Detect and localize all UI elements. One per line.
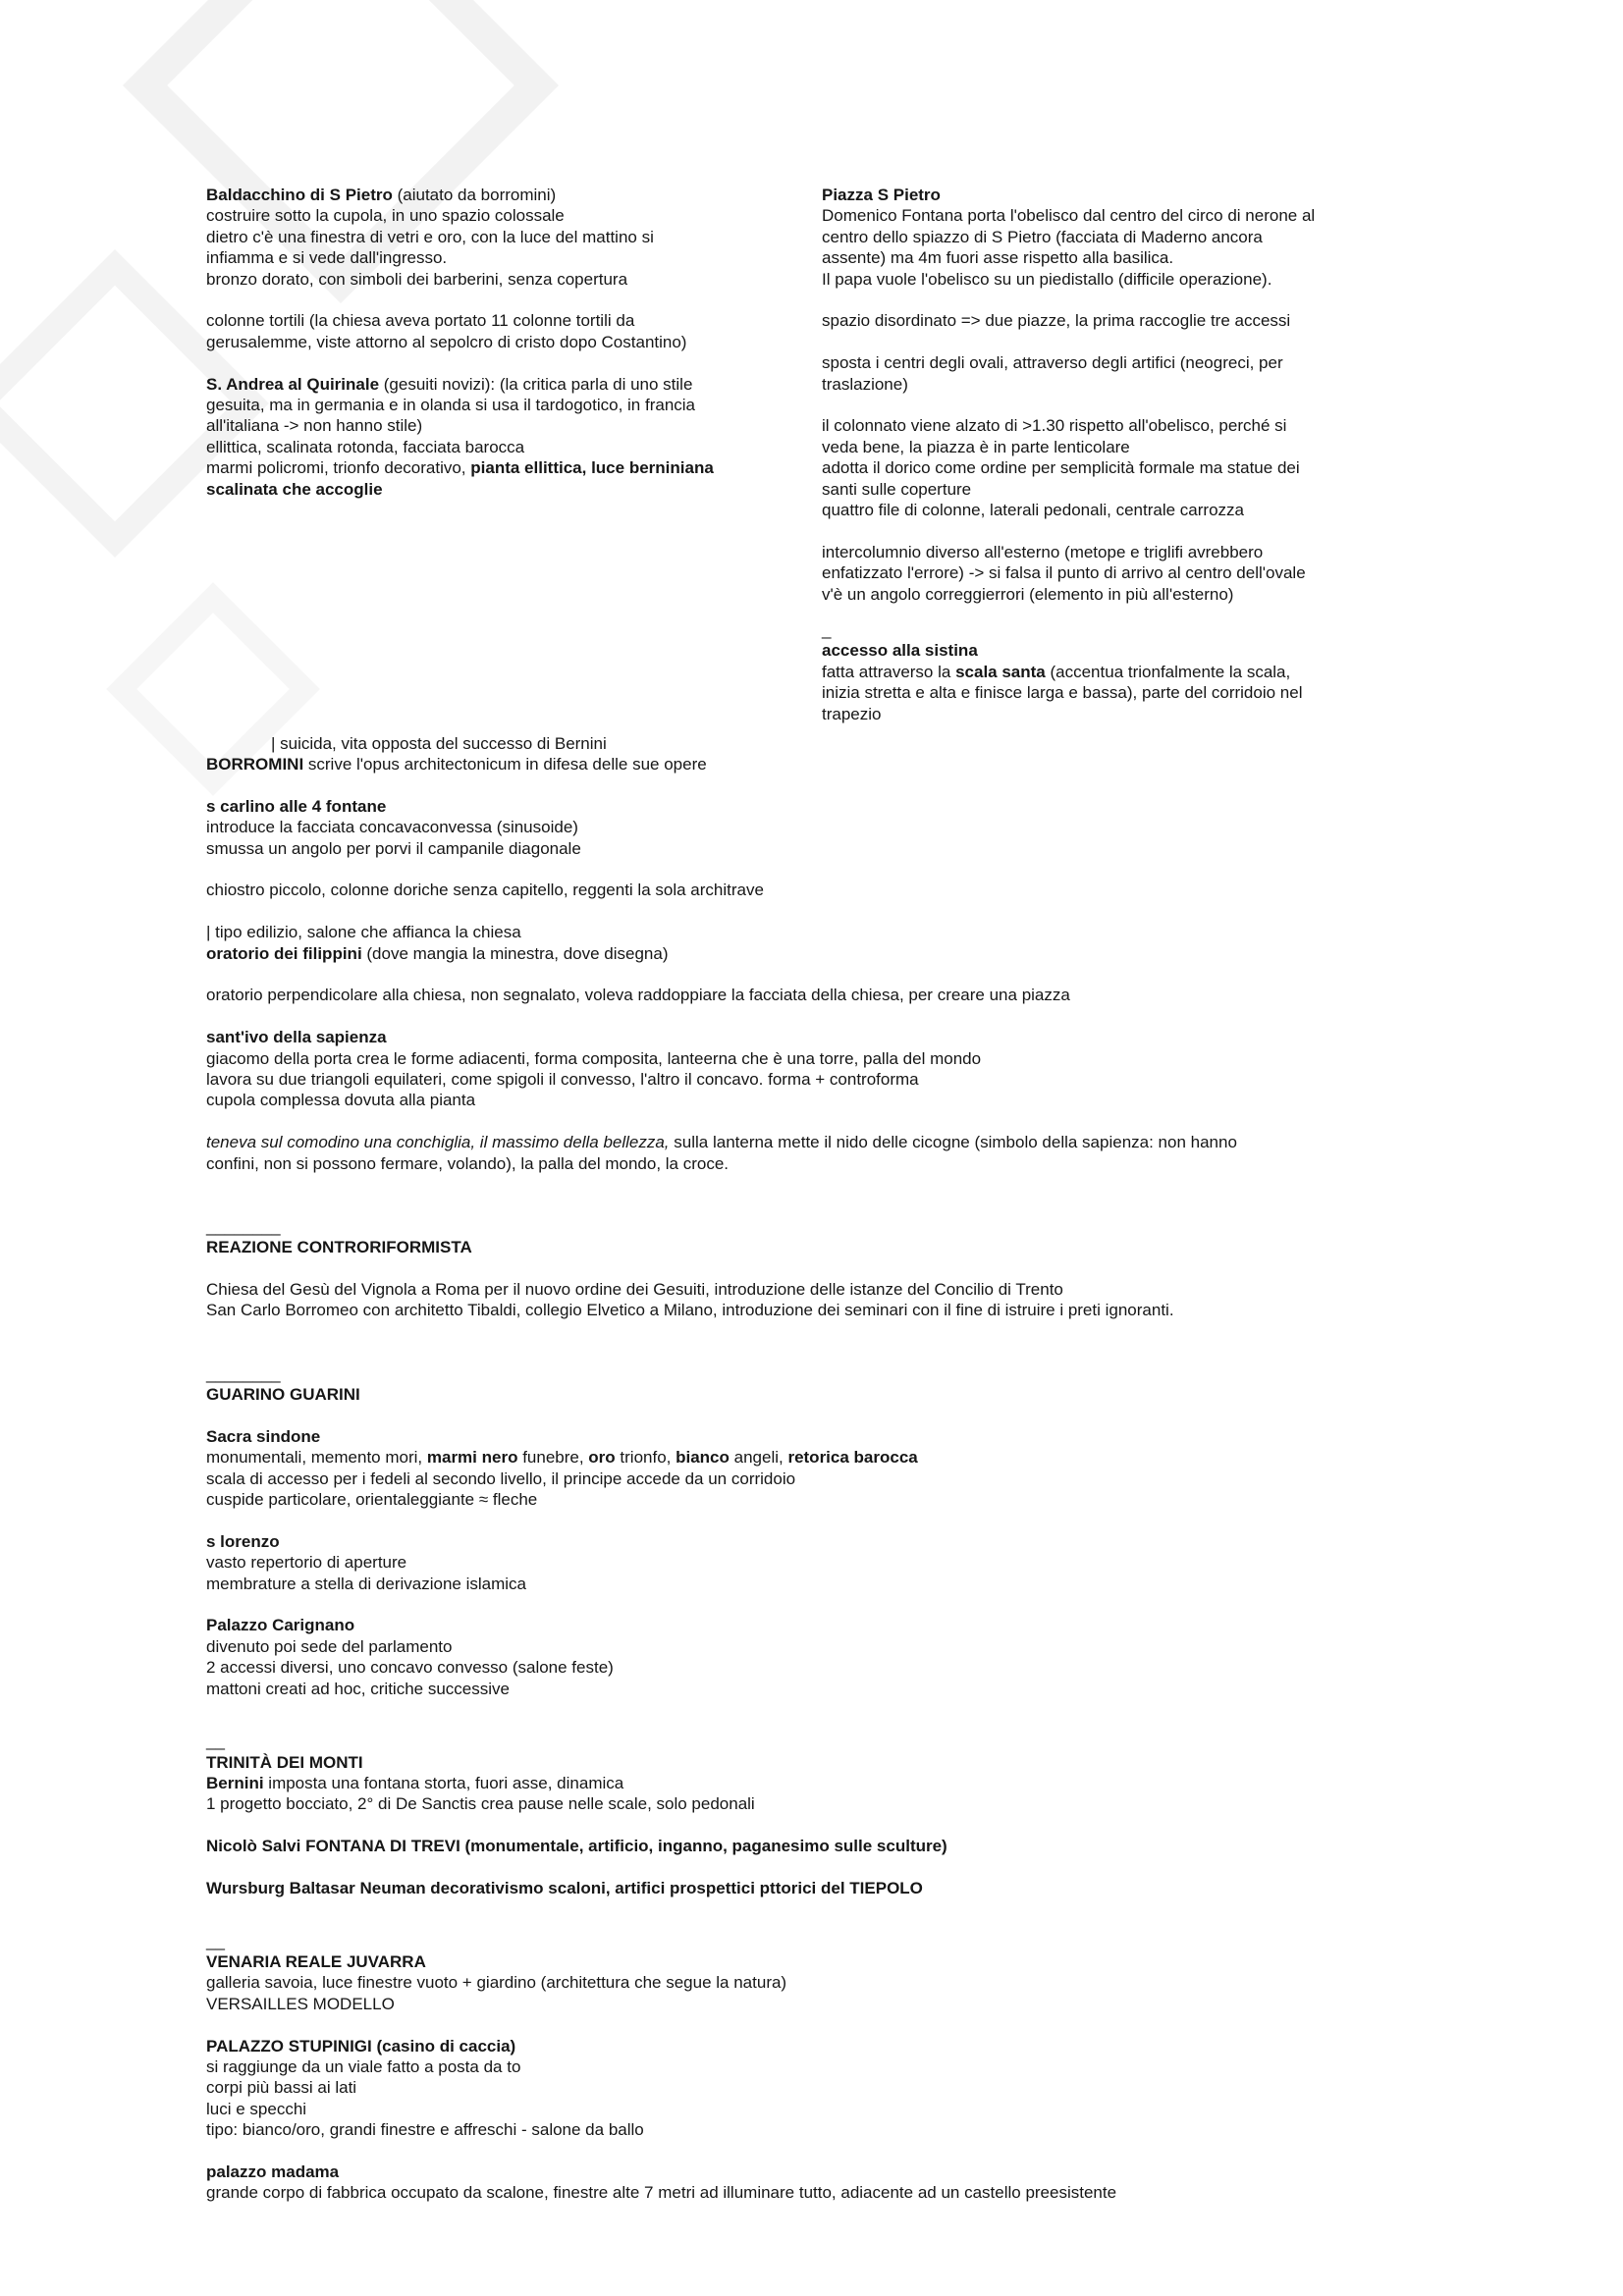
section-rule bbox=[822, 619, 1431, 640]
text-line bbox=[206, 479, 822, 500]
text-segment: oratorio perpendicolare alla chiesa, non segnalato, voleva raddoppiare la facciata della chiesa, per creare una piazza bbox=[206, 986, 1070, 1005]
text-line bbox=[822, 205, 1431, 226]
text-segment: smussa un angolo per porvi il campanile diagonale bbox=[206, 838, 581, 858]
text-segment: __ bbox=[206, 1931, 225, 1950]
text-line bbox=[206, 1994, 1512, 2014]
text-segment: bronzo dorato, con simboli dei barberini, senza copertura bbox=[206, 269, 628, 289]
text-line bbox=[822, 457, 1431, 478]
paragraph bbox=[206, 1027, 1512, 1111]
paragraph bbox=[206, 310, 822, 352]
text-segment: GUARINO GUARINI bbox=[206, 1385, 360, 1405]
text-segment: il colonnato viene alzato di >1.30 rispetto all'obelisco, perché si bbox=[822, 416, 1287, 436]
text-segment: quattro file di colonne, laterali pedonali, centrale carrozza bbox=[822, 501, 1244, 520]
text-segment: palazzo madama bbox=[206, 2162, 340, 2181]
text-segment: v'è un angolo correggierrori (elemento in più all'esterno) bbox=[822, 584, 1234, 604]
text-segment: 1 progetto bocciato, 2° di De Sanctis crea pause nelle scale, solo pedonali bbox=[206, 1794, 755, 1814]
text-segment: enfatizzato l'errore) -> si falsa il punto di arrivo al centro dell'ovale bbox=[822, 563, 1306, 583]
text-segment: giacomo della porta crea le forme adiacenti, forma composita, lanteerna che è una torre, palla del mondo bbox=[206, 1048, 982, 1068]
paragraph bbox=[206, 922, 1512, 964]
text-segment: galleria savoia, luce finestre vuoto + giardino (architettura che segue la natura) bbox=[206, 1973, 787, 1993]
section-heading bbox=[206, 1531, 1512, 1552]
text-line bbox=[822, 662, 1431, 682]
text-segment: ________ bbox=[206, 1363, 281, 1383]
text-line bbox=[822, 310, 1431, 331]
text-segment: Piazza S Pietro bbox=[822, 186, 941, 204]
text-segment: grande corpo di fabbrica occupato da scalone, finestre alte 7 metri ad illuminare tutto, adiacente ad un castello preesistente bbox=[206, 2183, 1117, 2203]
text-segment: Domenico Fontana porta l'obelisco dal centro del circo di nerone al bbox=[822, 206, 1316, 226]
text-line bbox=[206, 205, 822, 226]
paragraph bbox=[206, 985, 1512, 1005]
text-line bbox=[822, 415, 1431, 436]
section-heading bbox=[206, 1237, 1512, 1257]
text-line bbox=[822, 227, 1431, 247]
text-segment: scala di accesso per i fedeli al secondo livello, il principe accede da un corridoio bbox=[206, 1468, 796, 1488]
text-segment: sant'ivo della sapienza bbox=[206, 1028, 387, 1047]
text-segment: assente) ma 4m fuori asse rispetto alla basilica. bbox=[822, 248, 1174, 268]
text-segment: divenuto poi sede del parlamento bbox=[206, 1636, 453, 1656]
text-segment: santi sulle coperture bbox=[822, 479, 972, 499]
text-line bbox=[822, 269, 1431, 290]
text-segment: VERSAILLES MODELLO bbox=[206, 1994, 395, 2013]
text-segment: Wursburg Baltasar Neuman decorativismo scaloni, artifici prospettici pttorici del TIEPOLO bbox=[206, 1879, 923, 1898]
paragraph bbox=[206, 1836, 1512, 1856]
text-line bbox=[206, 2056, 1512, 2077]
paragraph bbox=[206, 185, 822, 290]
text-line bbox=[206, 754, 1512, 774]
text-line bbox=[206, 1132, 1512, 1152]
text-line bbox=[206, 2077, 1512, 2098]
text-segment: scala santa bbox=[955, 662, 1046, 681]
text-segment: (aiutato da borromini) bbox=[392, 186, 557, 204]
text-line bbox=[206, 1468, 1512, 1489]
text-segment: | suicida, vita opposta del successo di Bernini bbox=[271, 733, 607, 753]
section-heading bbox=[206, 2036, 1512, 2056]
text-segment: ________ bbox=[206, 1216, 281, 1236]
section-heading bbox=[206, 796, 1512, 817]
text-line bbox=[822, 500, 1431, 520]
text-segment: Sacra sindone bbox=[206, 1426, 321, 1446]
text-line bbox=[206, 395, 822, 415]
paragraph bbox=[822, 185, 1431, 290]
text-segment: (dove mangia la minestra, dove disegna) bbox=[361, 943, 669, 963]
text-segment: corpi più bassi ai lati bbox=[206, 2078, 357, 2098]
text-segment: centro dello spiazzo di S Pietro (facciata di Maderno ancora bbox=[822, 227, 1263, 246]
text-segment: s lorenzo bbox=[206, 1531, 280, 1551]
text-line bbox=[206, 943, 1512, 964]
section-heading bbox=[206, 1878, 1512, 1898]
text-line bbox=[206, 269, 822, 290]
text-segment: introduce la facciata concavaconvessa (sinusoide) bbox=[206, 818, 578, 837]
text-segment: colonne tortili (la chiesa aveva portato 11 colonne tortili da bbox=[206, 311, 635, 331]
text-line bbox=[206, 1552, 1512, 1573]
text-segment: lavora su due triangoli equilateri, come spigoli il convesso, l'altro il concavo. forma + controforma bbox=[206, 1070, 919, 1090]
text-line bbox=[822, 479, 1431, 500]
text-line bbox=[206, 1300, 1512, 1320]
text-segment: trionfo, bbox=[615, 1448, 676, 1468]
text-segment: (accentua trionfalmente la scala, bbox=[1045, 662, 1291, 681]
main-flow bbox=[206, 733, 1512, 2204]
text-line bbox=[206, 985, 1512, 1005]
section-heading bbox=[822, 185, 1431, 205]
text-line bbox=[206, 733, 1512, 754]
text-line bbox=[206, 457, 822, 478]
text-line bbox=[822, 704, 1431, 724]
text-segment: cupola complessa dovuta alla pianta bbox=[206, 1091, 476, 1110]
text-segment: teneva sul comodino una conchiglia, il massimo della bellezza, bbox=[206, 1133, 670, 1152]
paragraph bbox=[822, 310, 1431, 331]
text-line bbox=[822, 437, 1431, 457]
paragraph bbox=[206, 1132, 1512, 1174]
text-line bbox=[206, 1090, 1512, 1110]
section-heading bbox=[206, 2162, 1512, 2182]
paragraph bbox=[206, 733, 1512, 775]
text-segment: accesso alla sistina bbox=[822, 641, 978, 661]
text-line bbox=[206, 1773, 1512, 1793]
text-segment: sposta i centri degli ovali, attraverso degli artifici (neogreci, per bbox=[822, 353, 1283, 373]
text-line bbox=[206, 185, 822, 205]
text-segment: traslazione) bbox=[822, 374, 908, 394]
text-segment: monumentali, memento mori, bbox=[206, 1448, 427, 1468]
text-line bbox=[206, 1489, 1512, 1510]
paragraph bbox=[206, 796, 1512, 859]
text-segment: oratorio dei filippini bbox=[206, 943, 362, 963]
paragraph bbox=[822, 352, 1431, 395]
text-segment: infiamma e si vede dall'ingresso. bbox=[206, 248, 448, 268]
text-segment: marmi nero bbox=[426, 1448, 518, 1468]
text-segment: inizia stretta e alta e finisce larga e bassa), parte del corridoio nel bbox=[822, 683, 1303, 703]
text-line bbox=[206, 1574, 1512, 1594]
text-line bbox=[206, 415, 822, 436]
paragraph bbox=[206, 1931, 1512, 2015]
text-segment: retorica barocca bbox=[787, 1448, 918, 1468]
paragraph bbox=[206, 1426, 1512, 1511]
section-heading bbox=[206, 374, 822, 395]
text-line bbox=[206, 1279, 1512, 1300]
section-rule bbox=[206, 1363, 1512, 1384]
text-segment: vasto repertorio di aperture bbox=[206, 1553, 407, 1573]
text-segment: gerusalemme, viste attorno al sepolcro di cristo dopo Costantino) bbox=[206, 332, 687, 351]
text-segment: BORROMINI bbox=[206, 755, 304, 774]
text-segment: bianco bbox=[676, 1448, 730, 1468]
text-line bbox=[206, 838, 1512, 859]
text-segment: gesuita, ma in germania e in olanda si usa il tardogotico, in francia bbox=[206, 396, 696, 415]
text-segment: scrive l'opus architectonicum in difesa delle sue opere bbox=[303, 755, 707, 774]
text-segment: _ bbox=[822, 620, 832, 640]
paragraph bbox=[206, 1615, 1512, 1699]
text-segment: scalinata che accoglie bbox=[206, 479, 383, 499]
text-line bbox=[206, 1153, 1512, 1174]
text-line bbox=[206, 2182, 1512, 2203]
text-line bbox=[206, 247, 822, 268]
text-segment: __ bbox=[206, 1732, 225, 1751]
text-segment: San Carlo Borromeo con architetto Tibaldi, collegio Elvetico a Milano, introduzione dei seminari con il fine di istruire i preti ignoranti. bbox=[206, 1301, 1174, 1320]
text-segment: Chiesa del Gesù del Vignola a Roma per il nuovo ordine dei Gesuiti, introduzione delle istanze del Concilio di Trento bbox=[206, 1280, 1063, 1300]
text-segment: tipo: bianco/oro, grandi finestre e affreschi - salone da ballo bbox=[206, 2120, 644, 2140]
text-line bbox=[206, 1972, 1512, 1993]
paragraph bbox=[206, 1363, 1512, 1406]
text-line bbox=[206, 1447, 1512, 1468]
text-line bbox=[206, 1048, 1512, 1069]
text-segment: confini, non si possono fermare, volando), la palla del mondo, la croce. bbox=[206, 1153, 730, 1173]
text-line bbox=[822, 247, 1431, 268]
text-segment: ellittica, scalinata rotonda, facciata barocca bbox=[206, 437, 525, 456]
text-line bbox=[206, 1679, 1512, 1699]
text-line bbox=[206, 1793, 1512, 1814]
paragraph bbox=[206, 2162, 1512, 2204]
paragraph bbox=[822, 542, 1431, 605]
text-line bbox=[206, 922, 1512, 942]
text-segment: imposta una fontana storta, fuori asse, dinamica bbox=[263, 1774, 624, 1793]
text-line bbox=[822, 562, 1431, 583]
text-segment: | tipo edilizio, salone che affianca la chiesa bbox=[206, 923, 521, 942]
text-segment: trapezio bbox=[822, 704, 882, 723]
paragraph bbox=[206, 1216, 1512, 1258]
section-heading bbox=[206, 1027, 1512, 1047]
section-heading bbox=[206, 1426, 1512, 1447]
text-line bbox=[822, 352, 1431, 373]
section-heading bbox=[206, 1752, 1512, 1773]
text-line bbox=[206, 2099, 1512, 2119]
paragraph bbox=[822, 415, 1431, 520]
text-line bbox=[206, 1636, 1512, 1657]
text-line bbox=[822, 682, 1431, 703]
left-column bbox=[206, 185, 822, 500]
text-segment: S. Andrea al Quirinale bbox=[206, 374, 380, 394]
text-segment: membrature a stella di derivazione islamica bbox=[206, 1574, 526, 1593]
text-line bbox=[206, 437, 822, 457]
section-heading bbox=[206, 1384, 1512, 1405]
paragraph bbox=[206, 2036, 1512, 2141]
text-line bbox=[206, 2119, 1512, 2140]
text-line bbox=[206, 880, 1512, 900]
text-line bbox=[206, 227, 822, 247]
text-segment: chiostro piccolo, colonne doriche senza capitello, reggenti la sola architrave bbox=[206, 881, 764, 900]
text-segment: luci e specchi bbox=[206, 2099, 307, 2118]
text-segment: veda bene, la piazza è in parte lenticolare bbox=[822, 437, 1130, 456]
paragraph bbox=[206, 1279, 1512, 1321]
text-segment: sulla lanterna mette il nido delle cicogne (simbolo della sapienza: non hanno bbox=[669, 1133, 1237, 1152]
text-segment: angeli, bbox=[729, 1448, 788, 1468]
section-heading bbox=[206, 1951, 1512, 1972]
text-line bbox=[206, 310, 822, 331]
text-segment: VENARIA REALE JUVARRA bbox=[206, 1951, 426, 1971]
section-rule bbox=[206, 1216, 1512, 1237]
text-segment: adotta il dorico come ordine per semplicità formale ma statue dei bbox=[822, 458, 1300, 478]
text-line bbox=[822, 542, 1431, 562]
two-column-section bbox=[206, 185, 1623, 724]
text-segment: 2 accessi diversi, uno concavo convesso (salone feste) bbox=[206, 1658, 614, 1678]
text-segment: PALAZZO STUPINIGI (casino di caccia) bbox=[206, 2036, 516, 2056]
section-rule bbox=[206, 1931, 1512, 1951]
section-rule bbox=[206, 1731, 1512, 1751]
text-line bbox=[822, 374, 1431, 395]
text-segment: spazio disordinato => due piazze, la prima raccoglie tre accessi bbox=[822, 311, 1291, 331]
paragraph bbox=[822, 619, 1431, 724]
text-segment: all'italiana -> non hanno stile) bbox=[206, 416, 423, 436]
text-segment: si raggiunge da un viale fatto a posta da to bbox=[206, 2056, 521, 2076]
paragraph bbox=[206, 880, 1512, 900]
text-segment: costruire sotto la cupola, in uno spazio colossale bbox=[206, 206, 565, 226]
text-line bbox=[206, 332, 822, 352]
section-heading bbox=[822, 640, 1431, 661]
text-line bbox=[206, 1069, 1512, 1090]
paragraph bbox=[206, 374, 822, 500]
text-segment: Nicolò Salvi FONTANA DI TREVI (monumentale, artificio, inganno, paganesimo sulle sculture) bbox=[206, 1837, 947, 1856]
text-segment: mattoni creati ad hoc, critiche successive bbox=[206, 1679, 510, 1698]
text-segment: s carlino alle 4 fontane bbox=[206, 796, 387, 816]
text-segment: oro bbox=[588, 1448, 616, 1468]
text-segment: TRINITÀ DEI MONTI bbox=[206, 1752, 363, 1772]
section-heading bbox=[206, 1615, 1512, 1635]
text-line bbox=[206, 817, 1512, 837]
text-segment: (gesuiti novizi): (la critica parla di uno stile bbox=[379, 374, 693, 394]
text-segment: fatta attraverso la bbox=[822, 662, 956, 681]
text-segment: Palazzo Carignano bbox=[206, 1616, 355, 1635]
text-segment: intercolumnio diverso all'esterno (metope e triglifi avrebbero bbox=[822, 542, 1264, 561]
text-segment: Baldacchino di S Pietro bbox=[206, 186, 393, 204]
text-segment: cuspide particolare, orientaleggiante ≈ fleche bbox=[206, 1490, 538, 1510]
text-segment: dietro c'è una finestra di vetri e oro, con la luce del mattino si bbox=[206, 227, 654, 246]
text-segment: Il papa vuole l'obelisco su un piedistallo (difficile operazione). bbox=[822, 269, 1272, 289]
text-line bbox=[206, 1657, 1512, 1678]
paragraph bbox=[206, 1731, 1512, 1815]
text-segment: REAZIONE CONTRORIFORMISTA bbox=[206, 1238, 472, 1257]
text-segment: pianta ellittica, luce berniniana bbox=[470, 458, 714, 478]
text-segment: marmi policromi, trionfo decorativo, bbox=[206, 458, 471, 478]
right-column bbox=[822, 185, 1431, 724]
text-line bbox=[822, 584, 1431, 605]
text-segment: funebre, bbox=[517, 1448, 589, 1468]
text-segment: Bernini bbox=[206, 1774, 264, 1793]
paragraph bbox=[206, 1878, 1512, 1898]
section-heading bbox=[206, 1836, 1512, 1856]
paragraph bbox=[206, 1531, 1512, 1594]
